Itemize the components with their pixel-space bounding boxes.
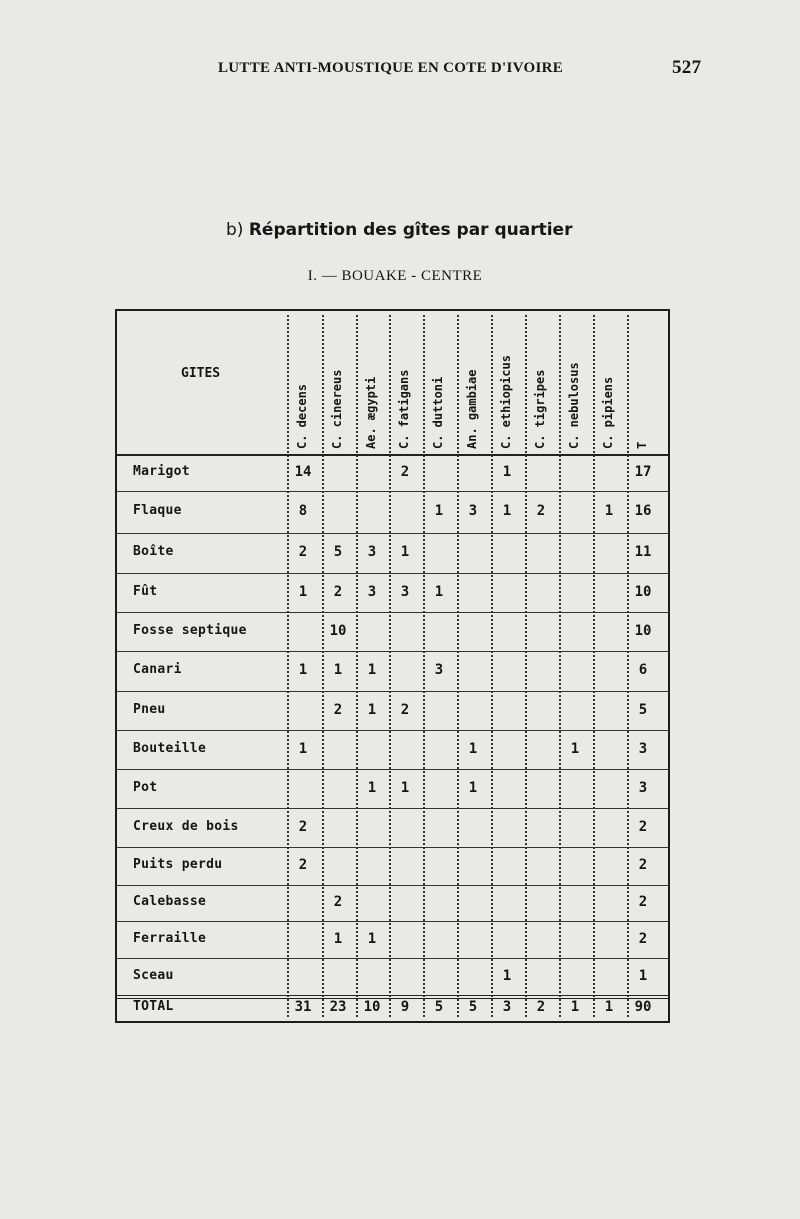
row-label: Canari <box>133 662 182 677</box>
row-label: Boîte <box>133 544 174 559</box>
table-cell: 1 <box>333 930 343 947</box>
table-cell: 1 <box>400 544 410 560</box>
column-header <box>393 323 417 449</box>
table-cell: 90 <box>634 999 652 1015</box>
table-cell: 2 <box>333 583 343 600</box>
table-cell: 2 <box>638 894 648 910</box>
section-letter: b) <box>226 220 244 240</box>
table-cell: 2 <box>638 857 648 873</box>
section-title <box>226 220 572 240</box>
row-label: Calebasse <box>133 894 207 909</box>
table-cell: 16 <box>634 503 652 519</box>
column-header-label: C. decens <box>295 383 309 449</box>
table-cell: 8 <box>298 503 308 519</box>
column-header <box>495 323 519 449</box>
row-rule <box>117 847 668 848</box>
row-label: Marigot <box>133 463 190 479</box>
table-cell: 6 <box>638 662 648 678</box>
table-cell: 2 <box>638 818 648 835</box>
section-title-text: Répartition des gîtes par quartier <box>248 220 573 240</box>
column-header-label: C. tigripes <box>533 369 547 449</box>
table-cell: 1 <box>502 967 512 984</box>
column-separator <box>491 315 493 1017</box>
table-cell: 1 <box>570 999 580 1015</box>
header-rule <box>117 454 668 456</box>
table-cell: 2 <box>298 544 308 560</box>
table-cell: 1 <box>468 740 478 757</box>
total-label: TOTAL <box>133 999 174 1014</box>
table-cell: 3 <box>367 583 377 600</box>
row-rule <box>117 769 668 770</box>
column-separator <box>457 315 459 1017</box>
table-cell: 3 <box>434 662 444 678</box>
table-subtitle <box>0 268 800 285</box>
table-cell: 31 <box>294 999 312 1015</box>
column-header <box>326 323 350 449</box>
table-cell: 1 <box>570 740 580 757</box>
table-cell: 2 <box>536 503 546 519</box>
row-label: Sceau <box>133 967 174 983</box>
row-rule <box>117 533 668 534</box>
row-label: Puits perdu <box>133 857 223 872</box>
table-cell: 10 <box>329 622 347 639</box>
column-separator <box>389 315 391 1017</box>
column-header-label: C. fatigans <box>397 369 411 449</box>
column-header-label: An. gambiae <box>465 369 479 449</box>
table-cell: 1 <box>367 930 377 947</box>
table-cell: 1 <box>367 779 377 796</box>
table-cell: 1 <box>468 779 478 796</box>
table-cell: 14 <box>294 463 312 480</box>
running-title: LUTTE ANTI-MOUSTIQUE EN COTE D'IVOIRE <box>218 60 564 76</box>
table-cell: 2 <box>536 999 546 1015</box>
row-label: Ferraille <box>133 930 207 946</box>
table-cell: 2 <box>333 894 343 910</box>
column-header <box>461 323 485 449</box>
row-rule <box>117 921 668 922</box>
column-header-label: Ae. ægypti <box>364 376 378 449</box>
table-cell: 3 <box>638 740 648 757</box>
table-cell: 1 <box>604 503 614 519</box>
table-cell: 2 <box>638 930 648 947</box>
gites-table <box>115 309 670 1023</box>
row-label: Flaque <box>133 503 182 518</box>
row-label: Pot <box>133 779 158 795</box>
table-cell: 17 <box>634 463 652 480</box>
table-cell: 5 <box>333 544 343 560</box>
row-rule <box>117 651 668 652</box>
table-cell: 1 <box>367 662 377 678</box>
table-cell: 3 <box>367 544 377 560</box>
table-cell: 1 <box>604 999 614 1015</box>
table-cell: 3 <box>638 779 648 796</box>
table-cell: 10 <box>634 622 652 639</box>
table-cell: 23 <box>329 999 347 1015</box>
column-header-label: C. cinereus <box>330 369 344 449</box>
column-header-label: C. nebulosus <box>567 362 581 449</box>
row-label: Fût <box>133 583 158 599</box>
column-header <box>529 323 553 449</box>
row-label: Bouteille <box>133 740 207 756</box>
column-header-label: C. ethiopicus <box>499 355 513 449</box>
table-cell: 10 <box>363 999 381 1015</box>
table-cell: 5 <box>434 999 444 1015</box>
column-header <box>597 323 621 449</box>
table-cell: 1 <box>298 740 308 757</box>
table-cell: 1 <box>333 662 343 678</box>
table-cell: 2 <box>400 701 410 718</box>
row-label: Pneu <box>133 701 166 717</box>
table-cell: 1 <box>502 463 512 480</box>
row-rule <box>117 808 668 809</box>
table-cell: 1 <box>638 967 648 984</box>
table-cell: 3 <box>400 583 410 600</box>
subtitle-text: I. — BOUAKE - CENTRE <box>307 268 483 284</box>
row-rule <box>117 885 668 886</box>
table-cell: 1 <box>434 503 444 519</box>
table-cell: 2 <box>400 463 410 480</box>
row-rule <box>117 491 668 492</box>
table-cell: 9 <box>400 999 410 1015</box>
column-header <box>563 323 587 449</box>
table-cell: 1 <box>400 779 410 796</box>
row-rule <box>117 958 668 959</box>
table-cell: 5 <box>638 701 648 718</box>
row-label: Creux de bois <box>133 818 239 834</box>
column-header-label: C. duttoni <box>431 376 445 449</box>
table-cell: 10 <box>634 583 652 600</box>
row-header: GITES <box>181 366 221 381</box>
table-cell: 2 <box>333 701 343 718</box>
table-cell: 5 <box>468 999 478 1015</box>
table-cell: 2 <box>298 857 308 873</box>
page-number: 527 <box>672 57 702 78</box>
table-cell: 1 <box>367 701 377 718</box>
table-cell: 11 <box>634 544 652 560</box>
column-separator <box>559 315 561 1017</box>
table-cell: 1 <box>298 662 308 678</box>
row-rule <box>117 573 668 574</box>
row-rule <box>117 612 668 613</box>
table-cell: 2 <box>298 818 308 835</box>
column-header <box>631 323 655 449</box>
table-cell: 3 <box>468 503 478 519</box>
column-header <box>427 323 451 449</box>
table-cell: 3 <box>502 999 512 1015</box>
column-separator <box>525 315 527 1017</box>
table-cell: 1 <box>434 583 444 600</box>
row-rule <box>117 730 668 731</box>
table-cell: 1 <box>298 583 308 600</box>
column-header <box>291 323 315 449</box>
column-separator <box>593 315 595 1017</box>
column-header-label: C. pipiens <box>601 376 615 449</box>
column-header <box>360 323 384 449</box>
table-cell: 1 <box>502 503 512 519</box>
row-rule <box>117 691 668 692</box>
row-label: Fosse septique <box>133 622 247 638</box>
column-header-label: T <box>635 441 649 449</box>
